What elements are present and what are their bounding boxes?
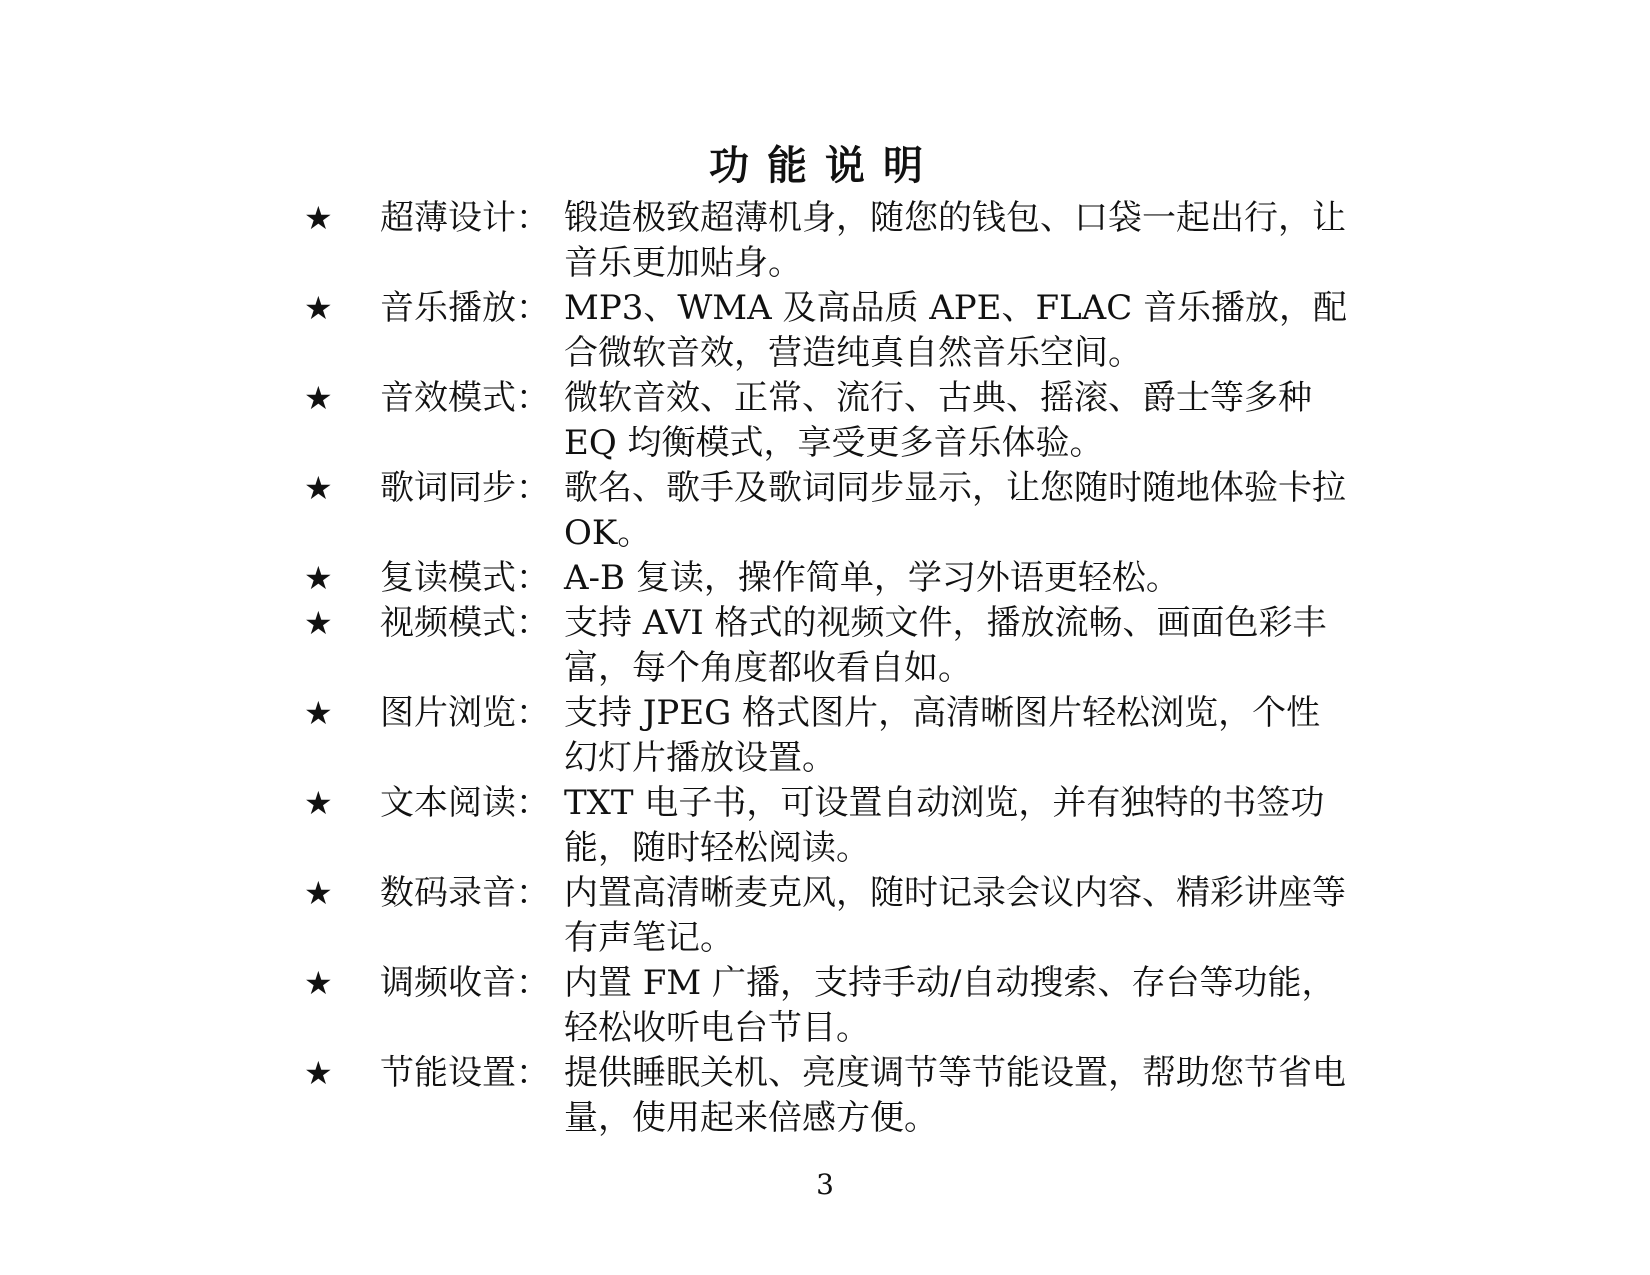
feature-description: 提供睡眠关机、亮度调节等节能设置，帮助您节省电量，使用起来倍感方便。 [564, 1053, 1346, 1138]
star-icon: ★ [304, 289, 333, 327]
feature-item [304, 1051, 1354, 1141]
feature-description: 内置高清晰麦克风，随时记录会议内容、精彩讲座等有声笔记。 [564, 873, 1346, 958]
feature-description: MP3、WMA 及高品质 APE、FLAC 音乐播放，配合微软音效，营造纯真自然音乐空间。 [564, 288, 1348, 373]
feature-label: 图片浏览： [380, 693, 550, 733]
feature-description: TXT 电子书，可设置自动浏览，并有独特的书签功能，随时轻松阅读。 [564, 783, 1325, 868]
feature-label: 节能设置： [380, 1053, 550, 1093]
feature-label: 数码录音： [380, 873, 550, 913]
feature-label: 视频模式： [380, 603, 550, 643]
feature-label: 调频收音： [380, 963, 550, 1003]
feature-item [304, 466, 1354, 556]
feature-description: A-B 复读，操作简单，学习外语更轻松。 [564, 558, 1180, 598]
star-icon: ★ [304, 199, 333, 237]
feature-label: 复读模式： [380, 558, 550, 598]
feature-label: 文本阅读： [380, 783, 550, 823]
feature-label: 超薄设计： [380, 198, 550, 238]
feature-description: 歌名、歌手及歌词同步显示，让您随时随地体验卡拉 OK。 [564, 468, 1346, 553]
page-title: 功能说明 [709, 142, 941, 189]
feature-description: 锻造极致超薄机身，随您的钱包、口袋一起出行，让音乐更加贴身。 [564, 198, 1346, 283]
star-icon: ★ [304, 1054, 333, 1092]
feature-description: 微软音效、正常、流行、古典、摇滚、爵士等多种 EQ 均衡模式，享受更多音乐体验。 [564, 378, 1312, 463]
star-icon: ★ [304, 379, 333, 417]
feature-list [304, 196, 1354, 1141]
feature-item [304, 871, 1354, 961]
feature-item [304, 286, 1354, 376]
feature-item [304, 376, 1354, 466]
feature-item [304, 781, 1354, 871]
feature-item [304, 691, 1354, 781]
feature-description: 支持 JPEG 格式图片，高清晰图片轻松浏览，个性幻灯片播放设置。 [564, 693, 1321, 778]
star-icon: ★ [304, 559, 333, 597]
feature-description: 内置 FM 广播，支持手动/自动搜索、存台等功能，轻松收听电台节目。 [564, 963, 1336, 1048]
star-icon: ★ [304, 604, 333, 642]
feature-item [304, 961, 1354, 1051]
feature-label: 歌词同步： [380, 468, 550, 508]
feature-label: 音效模式： [380, 378, 550, 418]
feature-item [304, 196, 1354, 286]
page-number: 3 [816, 1168, 834, 1201]
feature-item [304, 601, 1354, 691]
star-icon: ★ [304, 874, 333, 912]
star-icon: ★ [304, 469, 333, 507]
feature-label: 音乐播放： [380, 288, 550, 328]
star-icon: ★ [304, 964, 333, 1002]
star-icon: ★ [304, 784, 333, 822]
star-icon: ★ [304, 694, 333, 732]
feature-description: 支持 AVI 格式的视频文件，播放流畅、画面色彩丰富，每个角度都收看自如。 [564, 603, 1327, 688]
feature-item [304, 556, 1354, 601]
